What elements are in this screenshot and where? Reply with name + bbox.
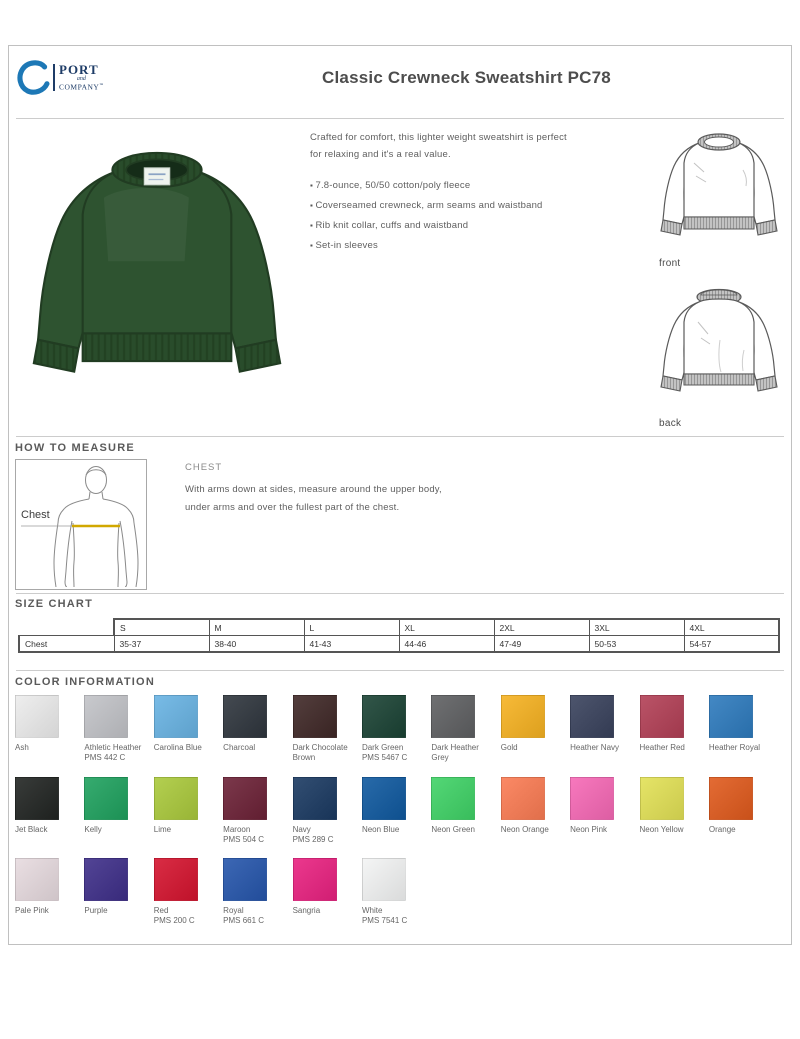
size-chart-heading: SIZE CHART — [15, 598, 93, 610]
color-swatch-square — [154, 858, 198, 901]
size-chart-value: 50-53 — [589, 636, 684, 653]
color-swatch-label: Orange — [708, 825, 736, 834]
color-swatch-label: Charcoal — [223, 743, 256, 752]
color-swatch-label: Athletic Heather PMS 442 C — [84, 743, 142, 762]
size-chart — [18, 618, 780, 653]
size-column-4xl: 4XL — [684, 619, 779, 636]
color-swatch — [15, 695, 84, 763]
size-column-2xl: 2XL — [494, 619, 589, 636]
color-swatch-square — [223, 695, 267, 738]
color-swatch — [362, 695, 431, 763]
product-description: Crafted for comfort, this lighter weight sweatshirt is perfect for relaxing and it's a real value. — [310, 132, 567, 160]
section-divider — [16, 118, 784, 119]
swatch-row — [15, 858, 783, 926]
color-swatch-square — [293, 777, 337, 820]
color-swatch-square — [709, 695, 753, 738]
measure-text-block — [185, 462, 447, 517]
color-swatch-label: Heather Royal — [708, 743, 761, 752]
color-swatch-square — [501, 777, 545, 820]
size-column-xl: XL — [399, 619, 494, 636]
color-swatch-label: Neon Yellow — [639, 825, 684, 834]
feature-item: ▪ Rib knit collar, cuffs and waistband — [310, 217, 568, 234]
color-swatch — [223, 858, 292, 926]
color-swatch-square — [362, 695, 406, 738]
size-column-3xl: 3XL — [589, 619, 684, 636]
section-divider — [16, 436, 784, 437]
color-swatch-label: Pale Pink — [15, 906, 49, 915]
size-chart-corner-cell — [19, 619, 114, 636]
color-swatch — [293, 777, 362, 845]
color-swatch — [709, 695, 778, 763]
color-swatch — [501, 777, 570, 845]
color-swatch — [293, 858, 362, 926]
size-chart-row-label: Chest — [19, 636, 114, 653]
brand-logo — [17, 58, 104, 96]
color-swatch — [154, 858, 223, 926]
logo-and: and — [76, 76, 86, 82]
color-swatch-square — [15, 695, 59, 738]
color-swatch-grid — [15, 695, 783, 935]
color-swatch-label: Royal PMS 661 C — [223, 906, 265, 925]
spec-sheet — [8, 45, 792, 945]
size-chart-value: 35-37 — [114, 636, 209, 653]
swatch-row — [15, 695, 783, 763]
back-view-label: back — [659, 418, 682, 429]
color-swatch-square — [223, 777, 267, 820]
color-swatch-label: Neon Green — [431, 825, 475, 834]
size-chart-value: 38-40 — [209, 636, 304, 653]
measure-figure-illustration — [16, 460, 144, 587]
color-swatch — [15, 777, 84, 845]
page-title: Classic Crewneck Sweatshirt PC78 — [322, 68, 611, 87]
front-view-sketch — [653, 125, 785, 255]
trademark-mark: ™ — [99, 82, 104, 87]
color-swatch-square — [84, 695, 128, 738]
measure-figure-box — [15, 459, 147, 590]
color-swatch-square — [570, 695, 614, 738]
color-swatch-square — [293, 858, 337, 901]
back-view-sketch — [653, 282, 785, 410]
size-column-l: L — [304, 619, 399, 636]
color-swatch — [154, 695, 223, 763]
color-swatch-label: Jet Black — [15, 825, 48, 834]
size-column-m: M — [209, 619, 304, 636]
color-swatch — [570, 777, 639, 845]
color-swatch-label: Neon Blue — [361, 825, 400, 834]
color-swatch — [223, 695, 292, 763]
measure-title: CHEST — [185, 462, 223, 473]
color-swatch — [362, 777, 431, 845]
color-swatch — [84, 777, 153, 845]
color-swatch-label: Sangria — [292, 906, 321, 915]
feature-item: ▪ Coverseamed crewneck, arm seams and waistband — [310, 197, 568, 214]
color-swatch-label: Dark Green PMS 5467 C — [361, 743, 408, 762]
chest-figure-label: Chest — [21, 509, 50, 521]
color-swatch — [709, 777, 778, 845]
color-swatch — [431, 777, 500, 845]
color-swatch-square — [640, 777, 684, 820]
size-column-s: S — [114, 619, 209, 636]
color-swatch-square — [223, 858, 267, 901]
color-swatch-square — [640, 695, 684, 738]
color-swatch-square — [154, 695, 198, 738]
color-swatch-label: Dark Heather Grey — [431, 743, 479, 762]
section-divider — [16, 593, 784, 594]
color-swatch-label: Kelly — [84, 825, 102, 834]
product-description-block — [310, 129, 568, 257]
front-view-label: front — [659, 258, 681, 269]
color-information-heading: COLOR INFORMATION — [15, 676, 155, 688]
color-swatch-label: Ash — [15, 743, 29, 752]
color-swatch-label: Purple — [84, 906, 108, 915]
color-swatch-square — [570, 777, 614, 820]
color-swatch-square — [362, 777, 406, 820]
color-swatch-square — [501, 695, 545, 738]
logo-divider — [53, 64, 55, 91]
color-swatch-square — [84, 777, 128, 820]
color-swatch — [640, 777, 709, 845]
color-swatch-label: Navy PMS 289 C — [292, 825, 334, 844]
color-swatch-label: Dark Chocolate Brown — [292, 743, 348, 762]
color-swatch-label: Carolina Blue — [153, 743, 202, 752]
feature-item: ▪ 7.8-ounce, 50/50 cotton/poly fleece — [310, 177, 568, 194]
color-swatch — [570, 695, 639, 763]
color-swatch-square — [15, 777, 59, 820]
section-divider — [16, 670, 784, 671]
color-swatch — [431, 695, 500, 763]
measure-instructions: With arms down at sides, measure around the upper body, under arms and over the fullest part of the chest. — [185, 484, 442, 513]
color-swatch-label: White PMS 7541 C — [361, 906, 408, 925]
color-swatch-square — [84, 858, 128, 901]
how-to-measure-heading: HOW TO MEASURE — [15, 442, 135, 454]
color-swatch — [293, 695, 362, 763]
logo-port: PORT — [59, 62, 99, 77]
size-chart-value: 47-49 — [494, 636, 589, 653]
logo-company: COMPANY™ — [59, 82, 104, 92]
size-chart-value: 41-43 — [304, 636, 399, 653]
size-chart-value: 54-57 — [684, 636, 779, 653]
color-swatch-square — [15, 858, 59, 901]
color-swatch — [223, 777, 292, 845]
color-swatch-label: Red PMS 200 C — [153, 906, 195, 925]
color-swatch-label: Heather Red — [639, 743, 685, 752]
color-swatch-square — [362, 858, 406, 901]
color-swatch — [84, 858, 153, 926]
size-chart-body-row — [19, 636, 779, 653]
color-swatch — [84, 695, 153, 763]
brand-c-swoosh-icon — [17, 59, 51, 95]
color-swatch — [154, 777, 223, 845]
color-swatch-label: Heather Navy — [570, 743, 620, 752]
product-photo-green-sweatshirt — [19, 126, 295, 422]
logo-text — [59, 63, 104, 91]
size-chart-header-row — [19, 619, 779, 636]
color-swatch-label: Maroon PMS 504 C — [223, 825, 265, 844]
color-swatch — [501, 695, 570, 763]
size-chart-value: 44-46 — [399, 636, 494, 653]
feature-list — [310, 177, 568, 254]
color-swatch-label: Neon Pink — [570, 825, 608, 834]
color-swatch-square — [293, 695, 337, 738]
color-swatch-label: Neon Orange — [500, 825, 549, 834]
swatch-row — [15, 777, 783, 845]
color-swatch-square — [431, 695, 475, 738]
color-swatch — [15, 858, 84, 926]
color-swatch-square — [431, 777, 475, 820]
color-swatch — [362, 858, 431, 926]
feature-item: ▪ Set-in sleeves — [310, 237, 568, 254]
color-swatch — [640, 695, 709, 763]
color-swatch-label: Gold — [500, 743, 518, 752]
color-swatch-square — [154, 777, 198, 820]
color-swatch-square — [709, 777, 753, 820]
color-swatch-label: Lime — [153, 825, 172, 834]
